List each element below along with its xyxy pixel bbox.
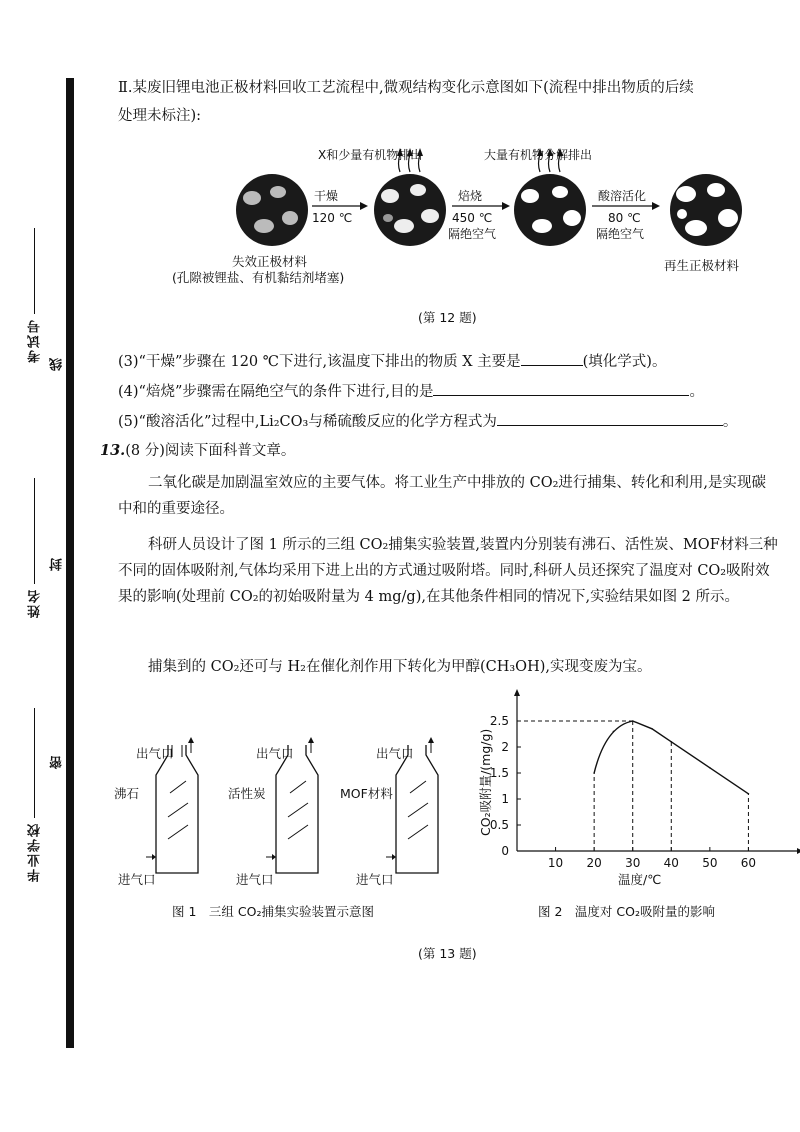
q12-5-end: 。 [722,414,738,430]
data-point [670,741,672,743]
q12-4-end: 。 [689,384,704,400]
name-line [34,478,35,584]
regenerated-particle [670,174,742,246]
data-point [748,793,750,795]
x-tick-label: 20 [586,856,602,870]
y-tick-label: 2 [501,740,509,754]
q12-4 [118,380,704,404]
q12-3-answer-blank[interactable] [521,365,583,366]
failed-cathode-particle [236,174,308,246]
start-material-label: 失效正极材料 [232,254,308,269]
start-material-note: (孔隙被锂盐、有机黏结剂堵塞) [172,270,345,285]
data-point [632,720,634,722]
step2-bottom1: 450 ℃ [452,211,493,225]
part2-intro-line1: Ⅱ.某废旧锂电池正极材料回收工艺流程中,微观结构变化示意图如下(流程中排出物质的后续 [118,80,694,96]
q12-4-answer-blank[interactable] [433,395,689,396]
col1-outlet: 出气口 [136,746,174,761]
dried-particle [374,174,446,246]
col3-inlet: 进气口 [356,872,394,887]
y-axis-arrow [514,689,520,696]
x-tick-label: 60 [740,856,757,870]
col3-material: MOF材料 [340,786,393,801]
q12-5-text: (5)“酸溶活化”过程中,Li₂CO₃与稀硫酸反应的化学方程式为 [118,414,497,430]
col2-material: 活性炭 [228,786,266,801]
step2-top: 焙烧 [458,189,483,203]
seal-char-line: 线 [50,356,65,371]
x-tick-label: 10 [547,856,564,870]
col3-outlet: 出气口 [376,746,414,761]
col1-inlet: 进气口 [118,872,156,887]
chart-ylabel: CO₂吸附量/(mg/g) [478,728,493,836]
end-material-label: 再生正极材料 [664,258,740,273]
exam-no-line [34,228,35,314]
q13-head: (8 分)阅读下面科普文章。 [125,443,296,459]
q12-4-text: (4)“焙烧”步骤需在隔绝空气的条件下进行,目的是 [118,384,434,400]
step1-bottom: 120 ℃ [312,211,353,225]
q12-3-suffix: (填化学式)。 [582,354,667,370]
step3-bottom1: 80 ℃ [608,211,641,225]
q13-paragraph-2: 科研人员设计了图 1 所示的三组 CO₂捕集实验装置,装置内分别装有沸石、活性炭、MOF材料三种不同的固体吸附剂,气体均采用下进上出的方式通过吸附塔。同时,科研人员还探究了温度对 CO₂吸附效果的影响(处理前 CO₂的初始吸附量为 4 mg/g),在其他条件相同的情况下,实验结果如图 2 所示。 [118,537,778,605]
x-tick-label: 50 [702,856,718,870]
q12-3 [118,350,666,374]
x-tick-label: 40 [663,856,679,870]
data-point [709,767,711,769]
emission-label-2: 大量有机物分解排出 [484,148,593,162]
y-tick-label: 0 [501,844,509,858]
data-point [593,772,595,774]
q13-number: 13. [100,442,126,459]
school-line [34,708,35,818]
data-point [613,731,615,733]
fig2-caption: 图 2 温度对 CO₂吸附量的影响 [538,904,715,919]
seal-char-seal: 封 [50,556,65,571]
data-point [651,728,653,730]
roasted-particle [514,174,586,246]
q12-5-answer-blank[interactable] [497,425,723,426]
step1-top: 干燥 [314,189,339,203]
col2-outlet: 出气口 [256,746,294,761]
fig13-caption: (第 13 题) [418,946,477,961]
fig12-caption: (第 12 题) [418,310,477,325]
q13-header [100,439,295,463]
step3-top: 酸溶活化 [598,189,647,203]
seal-char-secret: 密 [50,754,65,769]
school-label: 毕业学校 [28,822,43,882]
chart-xlabel: 温度/℃ [618,872,662,887]
y-tick-label: 2.5 [489,714,509,728]
part2-intro-line2: 处理未标注): [118,108,202,124]
emission-label-1: X和少量有机物排出 [318,148,423,162]
col1-material: 沸石 [114,786,140,801]
y-tick-label: 1.5 [489,766,509,780]
y-tick-label: 1 [501,792,509,806]
binding-bar [66,78,74,1048]
x-tick-label: 30 [625,856,641,870]
col2-inlet: 进气口 [236,872,274,887]
exam-no-label: 考试号 [28,318,43,363]
step2-bottom2: 隔绝空气 [448,227,497,241]
fig2-chart [470,686,800,886]
q12-5 [118,410,737,434]
step3-bottom2: 隔绝空气 [596,227,645,241]
name-label: 姓名 [28,588,43,618]
y-tick-label: 0.5 [489,818,509,832]
q13-paragraph-1: 二氧化碳是加剧温室效应的主要气体。将工业生产中排放的 CO₂进行捕集、转化和利用,是实现碳中和的重要途径。 [118,475,767,517]
q12-3-text: (3)“干燥”步骤在 120 ℃下进行,该温度下排出的物质 X 主要是 [118,354,521,370]
fig1-caption: 图 1 三组 CO₂捕集实验装置示意图 [172,904,374,919]
q13-paragraph-3: 捕集到的 CO₂还可与 H₂在催化剂作用下转化为甲醇(CH₃OH),实现变废为宝。 [148,659,652,675]
